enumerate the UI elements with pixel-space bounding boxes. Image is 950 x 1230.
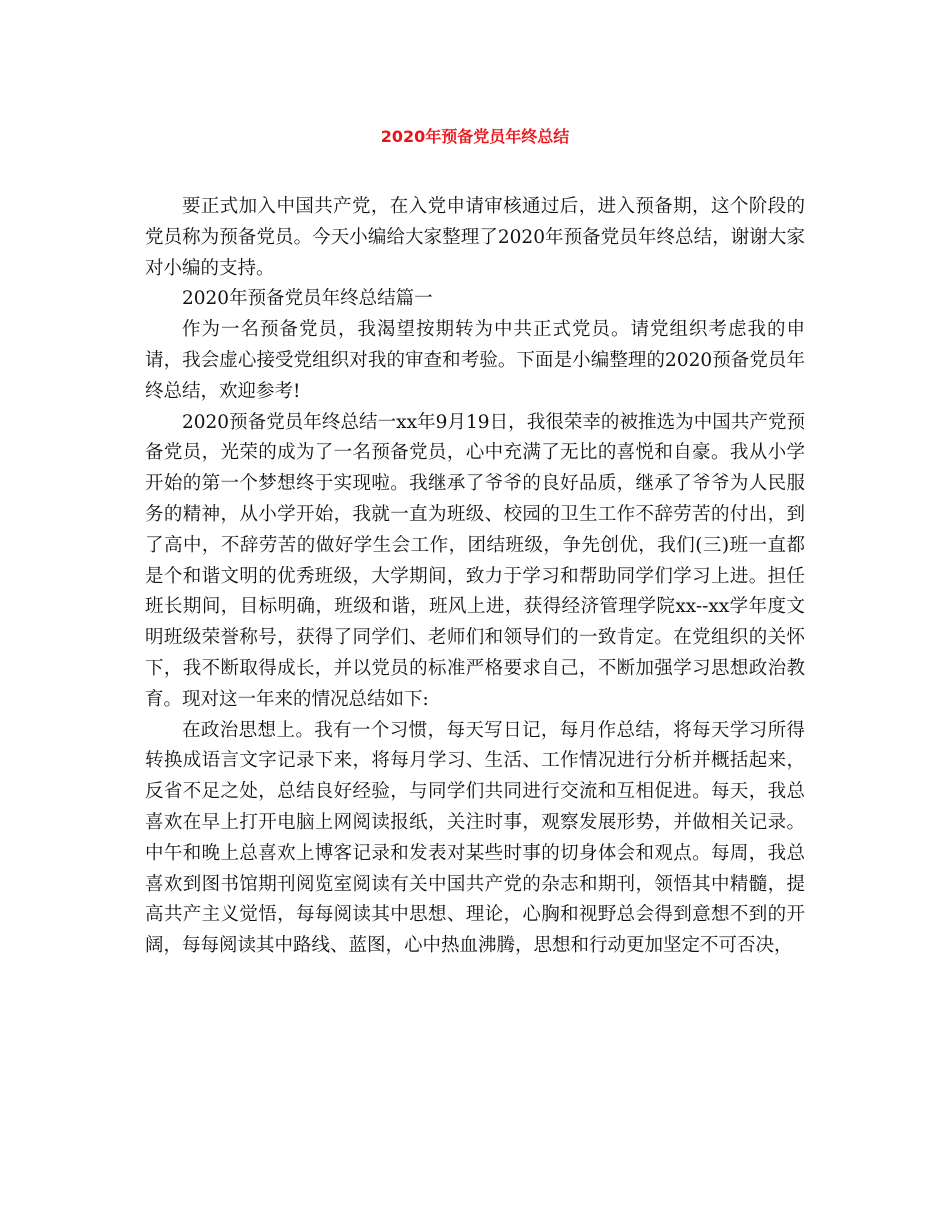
- body-paragraph: 2020预备党员年终总结一xx年9月19日，我很荣幸的被推选为中国共产党预备党员，光荣的成为了一名预备党员，心中充满了无比的喜悦和自豪。我从小学开始的第一个梦想终于实现啦。我继承了爷爷的良好品质，继承了爷爷为人民服务的精神，从小学开始，我就一直为班级、校园的卫生工作不辞劳苦的付出，到了高中，不辞劳苦的做好学生会工作，团结班级，争先创优，我们(三)班一直都是个和谐文明的优秀班级，大学期间，致力于学习和帮助同学们学习上进。担任班长期间，目标明确，班级和谐，班风上进，获得经济管理学院xx--xx学年度文明班级荣誉称号，获得了同学们、老师们和领导们的一致肯定。在党组织的关怀下，我不断取得成长，并以党员的标准严格要求自己，不断加强学习思想政治教育。现对这一年来的情况总结如下:: [145, 411, 805, 710]
- intro-paragraph: 要正式加入中国共产党，在入党申请审核通过后，进入预备期，这个阶段的党员称为预备党员。今天小编给大家整理了2020年预备党员年终总结，谢谢大家对小编的支持。: [145, 196, 805, 279]
- section-heading: 2020年预备党员年终总结篇一: [182, 288, 433, 310]
- body-paragraph: 在政治思想上。我有一个习惯，每天写日记，每月作总结，将每天学习所得转换成语言文字记录下来，将每月学习、生活、工作情况进行分析并概括起来，反省不足之处，总结良好经验，与同学们共同进行交流和互相促进。每天，我总喜欢在早上打开电脑上网阅读报纸，关注时事，观察发展形势，并做相关记录。中午和晚上总喜欢上博客记录和发表对某些时事的切身体会和观点。每周，我总喜欢到图书馆期刊阅览室阅读有关中国共产党的杂志和期刊，领悟其中精髓，提高共产主义觉悟，每每阅读其中思想、理论，心胸和视野总会得到意想不到的开阔，每每阅读其中路线、蓝图，心中热血沸腾，思想和行动更加坚定不可否决，: [145, 719, 805, 957]
- document-title: 2020年预备党员年终总结: [380, 127, 570, 146]
- document-body: [145, 192, 805, 962]
- body-paragraph: 作为一名预备党员，我渴望按期转为中共正式党员。请党组织考虑我的申请，我会虚心接受党组织对我的审查和考验。下面是小编整理的2020预备党员年终总结，欢迎参考!: [145, 319, 805, 402]
